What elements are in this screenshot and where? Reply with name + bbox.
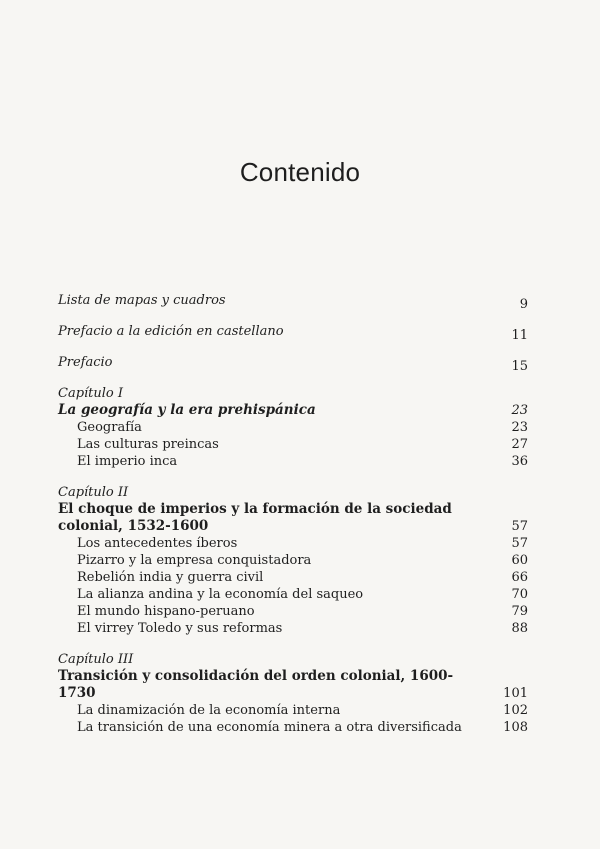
chapter-title-text: Transición y consolidación del orden colonial, 1600-1730	[58, 668, 454, 701]
section-entry	[58, 419, 528, 436]
section-label: Los antecedentes íberos	[77, 536, 238, 551]
section-entry	[58, 719, 528, 736]
section-page: 88	[511, 621, 528, 636]
section-page: 57	[511, 536, 528, 551]
section-entry	[58, 569, 528, 586]
toc-entry-page: 9	[519, 297, 528, 312]
section-entry	[58, 552, 528, 569]
section-label: Pizarro y la empresa conquistadora	[77, 553, 312, 568]
section-page: 23	[511, 420, 528, 435]
section-label: Las culturas preincas	[77, 437, 219, 452]
section-entry	[58, 453, 528, 470]
section-label: El virrey Toledo y sus reformas	[77, 621, 283, 636]
chapter-2	[58, 484, 528, 637]
section-page: 70	[511, 587, 528, 602]
section-page: 79	[511, 604, 528, 619]
section-label: La alianza andina y la economía del saqueo	[77, 587, 364, 602]
chapter-page: 101	[503, 686, 528, 701]
section-label: Geografía	[77, 420, 142, 435]
chapter-title	[58, 501, 528, 535]
section-entry	[58, 620, 528, 637]
section-page: 27	[511, 437, 528, 452]
chapter-label: Capítulo III	[58, 652, 134, 667]
section-entry	[58, 603, 528, 620]
section-entry	[58, 436, 528, 453]
chapter-label: Capítulo I	[58, 386, 124, 401]
section-page: 60	[511, 553, 528, 568]
section-page: 36	[511, 454, 528, 469]
toc-entry-page: 15	[511, 359, 528, 374]
table-of-contents	[58, 292, 528, 750]
section-entry	[58, 535, 528, 552]
page-title: Contenido	[239, 157, 361, 188]
section-label: La dinamización de la economía interna	[77, 703, 341, 718]
chapter-title	[58, 668, 528, 702]
section-entry	[58, 702, 528, 719]
section-page: 66	[511, 570, 528, 585]
section-entry	[58, 586, 528, 603]
chapter-title-text: El choque de imperios y la formación de la sociedad colonial, 1532-1600	[58, 501, 452, 534]
chapter-label: Capítulo II	[58, 485, 129, 500]
chapter-1	[58, 385, 528, 470]
chapter-3	[58, 651, 528, 736]
toc-entry-page: 11	[511, 328, 528, 343]
section-page: 108	[503, 720, 528, 735]
chapter-page: 57	[511, 519, 528, 534]
toc-entry-prefacio-castellano	[58, 323, 528, 343]
chapter-page: 23	[511, 403, 528, 418]
section-label: La transición de una economía minera a otra diversificada	[77, 720, 462, 735]
toc-entry-label: Prefacio	[58, 355, 113, 370]
chapter-title-text: La geografía y la era prehispánica	[58, 402, 316, 418]
section-page: 102	[503, 703, 528, 718]
toc-entry-label: Prefacio a la edición en castellano	[58, 324, 284, 339]
toc-entry-label: Lista de mapas y cuadros	[58, 293, 226, 308]
section-label: El mundo hispano-peruano	[77, 604, 255, 619]
chapter-title	[58, 402, 528, 419]
section-label: Rebelión india y guerra civil	[77, 570, 264, 585]
toc-entry-lista	[58, 292, 528, 312]
toc-entry-prefacio	[58, 354, 528, 374]
section-label: El imperio inca	[77, 454, 178, 469]
